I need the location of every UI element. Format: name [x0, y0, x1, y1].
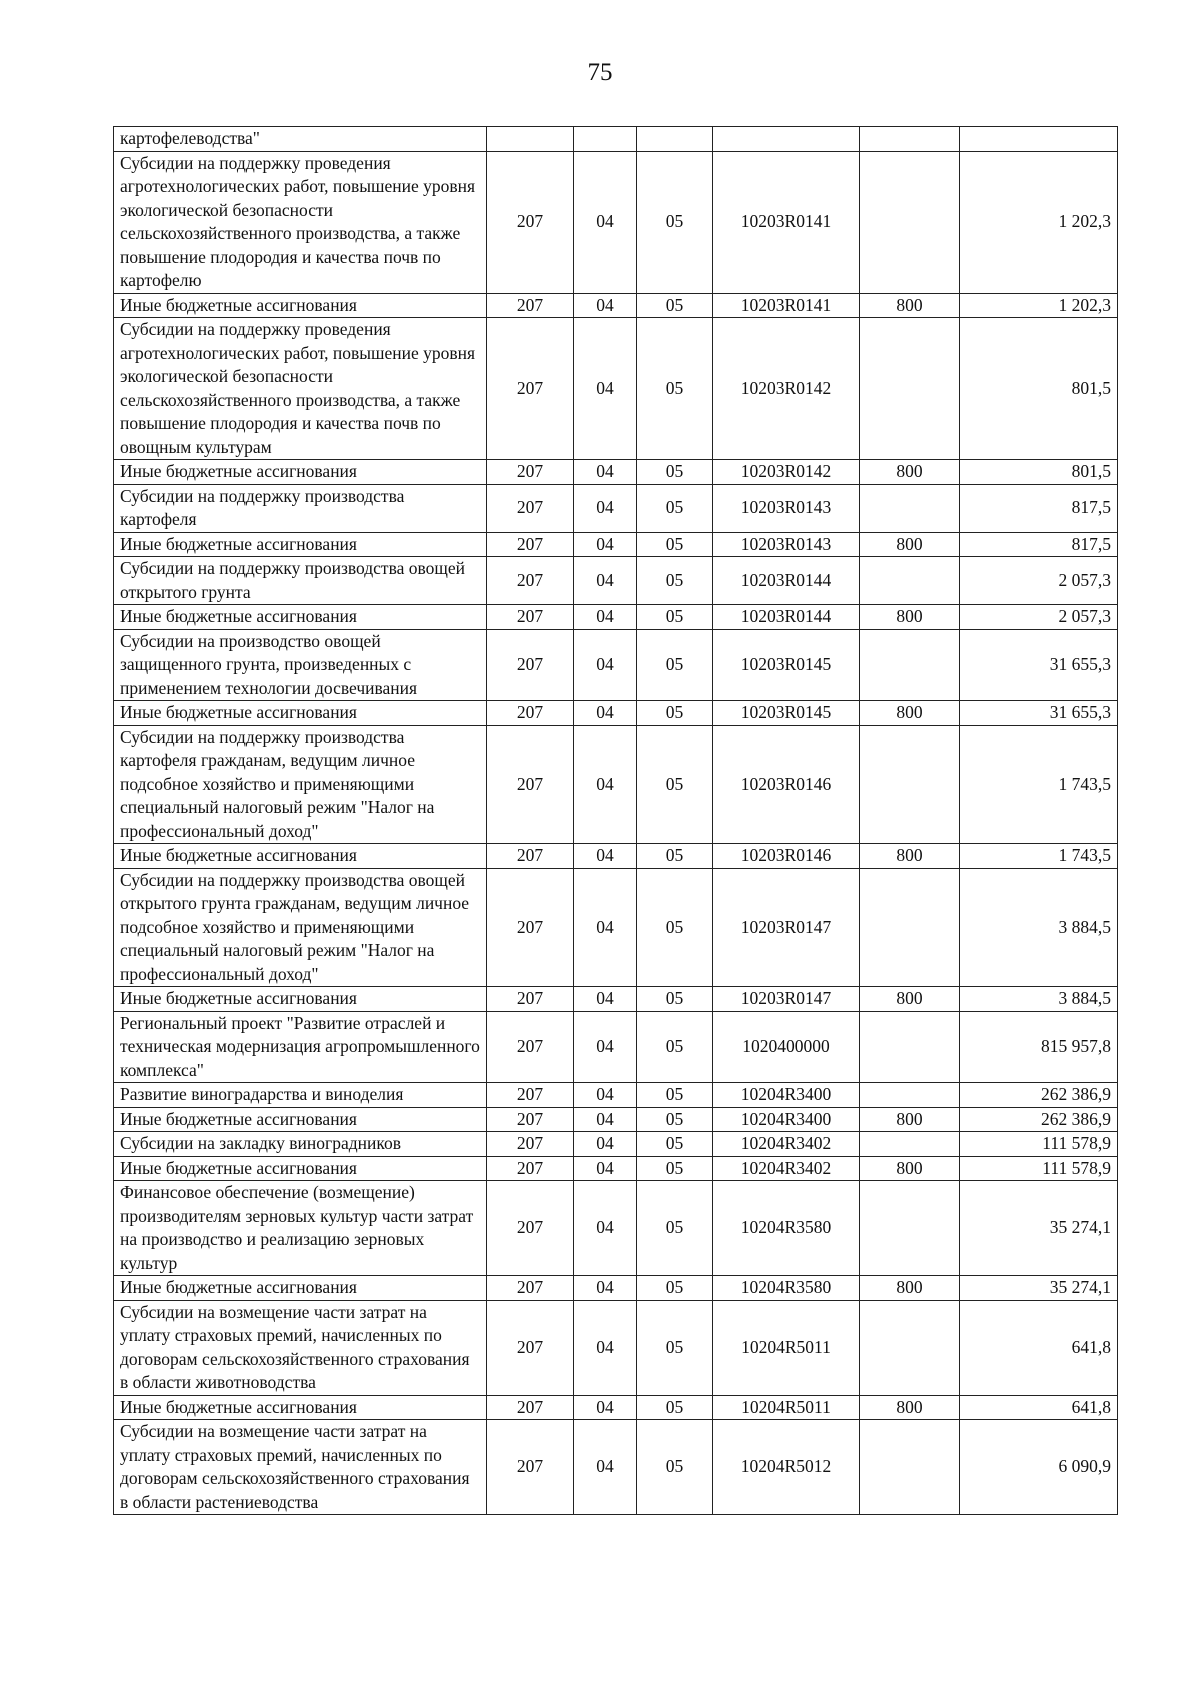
row-expense-type-cell [860, 151, 960, 293]
row-subsection-cell: 05 [637, 532, 713, 557]
row-grbs-cell: 207 [487, 1156, 574, 1181]
row-target-article-cell: 10203R0143 [713, 532, 860, 557]
row-grbs-cell: 207 [487, 629, 574, 701]
row-expense-type-cell [860, 1083, 960, 1108]
table-row [114, 1276, 1118, 1301]
row-name-cell: Иные бюджетные ассигнования [114, 532, 487, 557]
row-name-cell: Субсидии на поддержку проведения агротехнологических работ, повышение уровня экологической безопасности сельскохозяйственного производства, а также повышение плодородия и качества почв по овощным культурам [114, 318, 487, 460]
table-row [114, 460, 1118, 485]
row-grbs-cell: 207 [487, 1107, 574, 1132]
row-name-cell: Субсидии на поддержку проведения агротехнологических работ, повышение уровня экологической безопасности сельскохозяйственного производства, а также повышение плодородия и качества почв по картофелю [114, 151, 487, 293]
row-subsection-cell: 05 [637, 460, 713, 485]
row-target-article-cell: 10204R5011 [713, 1395, 860, 1420]
row-subsection-cell: 05 [637, 844, 713, 869]
row-amount-cell: 262 386,9 [960, 1107, 1118, 1132]
row-subsection-cell: 05 [637, 701, 713, 726]
row-expense-type-cell [860, 1132, 960, 1157]
row-expense-type-cell [860, 1420, 960, 1515]
row-section-cell: 04 [574, 1181, 637, 1276]
row-name-cell: картофелеводства" [114, 127, 487, 152]
row-name-cell: Иные бюджетные ассигнования [114, 844, 487, 869]
table-row [114, 1395, 1118, 1420]
row-name-cell: Субсидии на возмещение части затрат на уплату страховых премий, начисленных по договорам сельскохозяйственного страхования в области растениеводства [114, 1420, 487, 1515]
row-grbs-cell: 207 [487, 293, 574, 318]
table-row [114, 1107, 1118, 1132]
row-amount-cell: 1 743,5 [960, 725, 1118, 844]
table-row [114, 127, 1118, 152]
row-name-cell: Субсидии на поддержку производства картофеля [114, 484, 487, 532]
row-amount-cell: 2 057,3 [960, 557, 1118, 605]
row-section-cell: 04 [574, 293, 637, 318]
row-subsection-cell: 05 [637, 318, 713, 460]
row-expense-type-cell [860, 318, 960, 460]
row-amount-cell: 35 274,1 [960, 1181, 1118, 1276]
row-expense-type-cell [860, 868, 960, 987]
row-name-cell: Субсидии на поддержку производства овощей открытого грунта [114, 557, 487, 605]
row-section-cell: 04 [574, 844, 637, 869]
row-expense-type-cell [860, 1011, 960, 1083]
row-subsection-cell: 05 [637, 1156, 713, 1181]
row-grbs-cell: 207 [487, 1132, 574, 1157]
table-row [114, 1300, 1118, 1395]
row-expense-type-cell: 800 [860, 844, 960, 869]
row-name-cell: Иные бюджетные ассигнования [114, 293, 487, 318]
row-subsection-cell: 05 [637, 1083, 713, 1108]
row-expense-type-cell: 800 [860, 532, 960, 557]
table-row [114, 1156, 1118, 1181]
row-section-cell: 04 [574, 1132, 637, 1157]
row-section-cell: 04 [574, 1395, 637, 1420]
row-section-cell: 04 [574, 1011, 637, 1083]
row-amount-cell: 2 057,3 [960, 605, 1118, 630]
table-row [114, 532, 1118, 557]
row-grbs-cell: 207 [487, 460, 574, 485]
row-grbs-cell: 207 [487, 987, 574, 1012]
row-target-article-cell: 10204R3580 [713, 1181, 860, 1276]
row-amount-cell: 801,5 [960, 460, 1118, 485]
row-amount-cell: 3 884,5 [960, 868, 1118, 987]
row-name-cell: Иные бюджетные ассигнования [114, 1395, 487, 1420]
row-amount-cell: 35 274,1 [960, 1276, 1118, 1301]
row-amount-cell: 817,5 [960, 484, 1118, 532]
row-grbs-cell: 207 [487, 868, 574, 987]
row-section-cell: 04 [574, 460, 637, 485]
row-grbs-cell: 207 [487, 1083, 574, 1108]
row-name-cell: Иные бюджетные ассигнования [114, 605, 487, 630]
table-row [114, 1083, 1118, 1108]
row-expense-type-cell: 800 [860, 605, 960, 630]
row-section-cell: 04 [574, 1300, 637, 1395]
row-subsection-cell: 05 [637, 293, 713, 318]
row-subsection-cell: 05 [637, 1300, 713, 1395]
row-expense-type-cell [860, 1300, 960, 1395]
row-grbs-cell: 207 [487, 1011, 574, 1083]
row-name-cell: Субсидии на производство овощей защищенного грунта, произведенных с применением технологии досвечивания [114, 629, 487, 701]
table-row [114, 293, 1118, 318]
row-subsection-cell: 05 [637, 484, 713, 532]
row-amount-cell: 815 957,8 [960, 1011, 1118, 1083]
table-row [114, 701, 1118, 726]
row-subsection-cell: 05 [637, 1276, 713, 1301]
table-row [114, 1420, 1118, 1515]
row-amount-cell: 1 202,3 [960, 151, 1118, 293]
row-expense-type-cell: 800 [860, 987, 960, 1012]
table-row [114, 1132, 1118, 1157]
row-section-cell: 04 [574, 1420, 637, 1515]
row-amount-cell: 3 884,5 [960, 987, 1118, 1012]
row-subsection-cell: 05 [637, 1395, 713, 1420]
row-target-article-cell: 10204R3402 [713, 1156, 860, 1181]
row-target-article-cell: 10203R0144 [713, 605, 860, 630]
row-section-cell: 04 [574, 1107, 637, 1132]
table-row [114, 484, 1118, 532]
row-section-cell: 04 [574, 629, 637, 701]
row-amount-cell: 1 202,3 [960, 293, 1118, 318]
row-expense-type-cell [860, 725, 960, 844]
row-section-cell: 04 [574, 532, 637, 557]
table-row [114, 318, 1118, 460]
row-section-cell: 04 [574, 1083, 637, 1108]
table-row [114, 844, 1118, 869]
row-section-cell: 04 [574, 701, 637, 726]
row-name-cell: Субсидии на возмещение части затрат на уплату страховых премий, начисленных по договорам сельскохозяйственного страхования в области животноводства [114, 1300, 487, 1395]
row-grbs-cell: 207 [487, 532, 574, 557]
row-expense-type-cell [860, 1181, 960, 1276]
row-name-cell: Иные бюджетные ассигнования [114, 701, 487, 726]
row-subsection-cell: 05 [637, 1132, 713, 1157]
row-target-article-cell [713, 127, 860, 152]
row-target-article-cell: 10204R5012 [713, 1420, 860, 1515]
row-expense-type-cell [860, 557, 960, 605]
row-subsection-cell: 05 [637, 1107, 713, 1132]
row-target-article-cell: 10203R0141 [713, 151, 860, 293]
row-grbs-cell: 207 [487, 1395, 574, 1420]
row-target-article-cell: 10204R5011 [713, 1300, 860, 1395]
budget-table-body [114, 127, 1118, 1515]
row-name-cell: Иные бюджетные ассигнования [114, 1107, 487, 1132]
row-target-article-cell: 10203R0147 [713, 987, 860, 1012]
table-row [114, 151, 1118, 293]
row-expense-type-cell: 800 [860, 1276, 960, 1301]
row-expense-type-cell: 800 [860, 1107, 960, 1132]
row-amount-cell: 111 578,9 [960, 1156, 1118, 1181]
row-amount-cell: 1 743,5 [960, 844, 1118, 869]
row-target-article-cell: 10203R0146 [713, 725, 860, 844]
row-section-cell: 04 [574, 868, 637, 987]
row-name-cell: Иные бюджетные ассигнования [114, 1156, 487, 1181]
row-grbs-cell: 207 [487, 1276, 574, 1301]
row-grbs-cell: 207 [487, 151, 574, 293]
row-grbs-cell [487, 127, 574, 152]
row-target-article-cell: 1020400000 [713, 1011, 860, 1083]
table-row [114, 1011, 1118, 1083]
row-target-article-cell: 10203R0141 [713, 293, 860, 318]
row-amount-cell: 641,8 [960, 1300, 1118, 1395]
row-amount-cell: 817,5 [960, 532, 1118, 557]
budget-table [113, 126, 1118, 1515]
row-target-article-cell: 10203R0146 [713, 844, 860, 869]
row-grbs-cell: 207 [487, 557, 574, 605]
row-target-article-cell: 10204R3580 [713, 1276, 860, 1301]
row-grbs-cell: 207 [487, 1181, 574, 1276]
page-number: 75 [587, 59, 613, 86]
row-subsection-cell [637, 127, 713, 152]
row-amount-cell: 111 578,9 [960, 1132, 1118, 1157]
row-section-cell: 04 [574, 605, 637, 630]
row-name-cell: Иные бюджетные ассигнования [114, 460, 487, 485]
row-target-article-cell: 10203R0145 [713, 629, 860, 701]
row-target-article-cell: 10203R0142 [713, 318, 860, 460]
table-row [114, 725, 1118, 844]
row-section-cell: 04 [574, 318, 637, 460]
row-section-cell: 04 [574, 151, 637, 293]
row-target-article-cell: 10204R3402 [713, 1132, 860, 1157]
row-expense-type-cell: 800 [860, 460, 960, 485]
row-name-cell: Субсидии на закладку виноградников [114, 1132, 487, 1157]
table-row [114, 629, 1118, 701]
row-amount-cell [960, 127, 1118, 152]
table-row [114, 605, 1118, 630]
row-amount-cell: 31 655,3 [960, 701, 1118, 726]
row-target-article-cell: 10203R0147 [713, 868, 860, 987]
row-subsection-cell: 05 [637, 1420, 713, 1515]
row-target-article-cell: 10203R0145 [713, 701, 860, 726]
table-row [114, 557, 1118, 605]
row-expense-type-cell [860, 127, 960, 152]
row-section-cell: 04 [574, 557, 637, 605]
row-subsection-cell: 05 [637, 629, 713, 701]
row-amount-cell: 31 655,3 [960, 629, 1118, 701]
table-row [114, 987, 1118, 1012]
row-expense-type-cell: 800 [860, 701, 960, 726]
row-section-cell: 04 [574, 1276, 637, 1301]
row-expense-type-cell [860, 484, 960, 532]
row-name-cell: Субсидии на поддержку производства картофеля гражданам, ведущим личное подсобное хозяйство и применяющими специальный налоговый режим "Налог на профессиональный доход" [114, 725, 487, 844]
table-row [114, 1181, 1118, 1276]
row-section-cell: 04 [574, 987, 637, 1012]
row-name-cell: Субсидии на поддержку производства овощей открытого грунта гражданам, ведущим личное подсобное хозяйство и применяющими специальный налоговый режим "Налог на профессиональный доход" [114, 868, 487, 987]
row-target-article-cell: 10203R0144 [713, 557, 860, 605]
row-name-cell: Иные бюджетные ассигнования [114, 1276, 487, 1301]
row-section-cell: 04 [574, 1156, 637, 1181]
row-name-cell: Иные бюджетные ассигнования [114, 987, 487, 1012]
row-amount-cell: 262 386,9 [960, 1083, 1118, 1108]
row-expense-type-cell: 800 [860, 1156, 960, 1181]
row-section-cell [574, 127, 637, 152]
row-grbs-cell: 207 [487, 725, 574, 844]
row-amount-cell: 6 090,9 [960, 1420, 1118, 1515]
row-expense-type-cell: 800 [860, 1395, 960, 1420]
row-expense-type-cell [860, 629, 960, 701]
row-subsection-cell: 05 [637, 1181, 713, 1276]
row-subsection-cell: 05 [637, 1011, 713, 1083]
row-subsection-cell: 05 [637, 605, 713, 630]
row-amount-cell: 801,5 [960, 318, 1118, 460]
row-target-article-cell: 10204R3400 [713, 1107, 860, 1132]
row-grbs-cell: 207 [487, 605, 574, 630]
row-grbs-cell: 207 [487, 318, 574, 460]
row-subsection-cell: 05 [637, 868, 713, 987]
row-amount-cell: 641,8 [960, 1395, 1118, 1420]
row-subsection-cell: 05 [637, 725, 713, 844]
row-name-cell: Развитие виноградарства и виноделия [114, 1083, 487, 1108]
row-target-article-cell: 10203R0143 [713, 484, 860, 532]
row-subsection-cell: 05 [637, 557, 713, 605]
row-target-article-cell: 10203R0142 [713, 460, 860, 485]
row-grbs-cell: 207 [487, 1300, 574, 1395]
row-section-cell: 04 [574, 725, 637, 844]
row-grbs-cell: 207 [487, 1420, 574, 1515]
row-grbs-cell: 207 [487, 484, 574, 532]
row-target-article-cell: 10204R3400 [713, 1083, 860, 1108]
row-name-cell: Финансовое обеспечение (возмещение) производителям зерновых культур части затрат на производство и реализацию зерновых культур [114, 1181, 487, 1276]
table-row [114, 868, 1118, 987]
row-subsection-cell: 05 [637, 151, 713, 293]
row-subsection-cell: 05 [637, 987, 713, 1012]
row-expense-type-cell: 800 [860, 293, 960, 318]
row-grbs-cell: 207 [487, 701, 574, 726]
row-name-cell: Региональный проект "Развитие отраслей и техническая модернизация агропромышленного комплекса" [114, 1011, 487, 1083]
row-grbs-cell: 207 [487, 844, 574, 869]
row-section-cell: 04 [574, 484, 637, 532]
